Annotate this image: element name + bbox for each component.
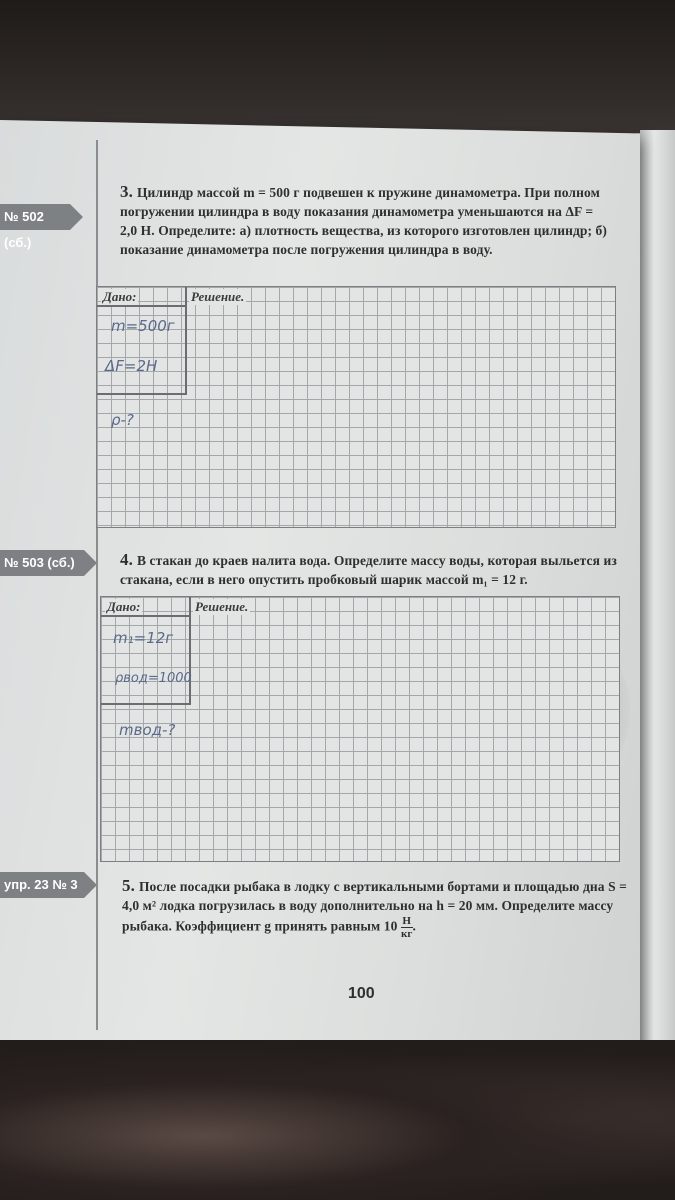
given-divider-vertical (189, 597, 191, 705)
task-5-number: 5. (122, 876, 135, 895)
given-find-divider (101, 703, 189, 705)
task-3 (120, 182, 612, 259)
next-page-edge (640, 130, 675, 1040)
ref-tag-ex23: упр. 23 № 3 (0, 872, 84, 898)
unit-denominator: кг (400, 928, 413, 940)
hw-density: ρ-? (111, 411, 134, 429)
given-underline (101, 615, 189, 617)
ref-tag-503: № 503 (сб.) (0, 550, 84, 576)
hw-water-density: ρвод=1000 (115, 671, 192, 686)
hw-mass: m=500г (111, 317, 175, 335)
unit-numerator: Н (402, 915, 412, 927)
task-4-grid[interactable] (100, 596, 620, 862)
task-4-solution-label: Решение. (195, 599, 249, 614)
task-3-text: Цилиндр массой m = 500 г подвешен к пружине динамометра. При полном погружении цилиндра в воду показания динамометра уменьшаются на ΔF = 2,0 Н. Определите: а) плотность вещества, из которого изготовлен цилиндр; б) показание динамометра после погружения цилиндра в воду. (120, 185, 608, 257)
background-top (0, 0, 675, 140)
task-5-end: . (412, 918, 416, 934)
background-bottom (0, 1040, 675, 1200)
given-find-divider (97, 393, 185, 395)
task-3-given-label: Дано: (103, 289, 137, 304)
hw-mass-ball: m₁=12г (113, 629, 174, 647)
task-5-text: После посадки рыбака в лодку с вертикальными бортами и площадью дна S = 4,0 м² лодка погрузилась в воду дополнительно на h = 20 мм. Определите массу рыбака. Коэффициент g принять равным 10 (122, 879, 627, 934)
hw-water-mass: mвод-? (119, 721, 176, 739)
task-4-number: 4. (120, 550, 133, 569)
given-underline (97, 305, 185, 307)
task-4 (120, 550, 620, 589)
page-number: 100 (348, 985, 375, 1002)
task-3-solution-label: Решение. (191, 289, 245, 304)
hw-delta-f: ΔF=2Н (105, 357, 158, 375)
task-3-grid[interactable] (96, 286, 616, 528)
given-divider-vertical (185, 287, 187, 395)
task-4-given-label: Дано: (107, 599, 141, 614)
unit-fraction (401, 915, 413, 940)
ref-tag-502: № 502 (сб.) (0, 204, 70, 230)
task-5 (122, 876, 627, 940)
task-3-number: 3. (120, 182, 133, 201)
task-4-text: В стакан до краев налита вода. Определите массу воды, которая выльется из стакана, если в него опустить пробковый шарик массой m₁ = 12 г. (120, 553, 617, 587)
